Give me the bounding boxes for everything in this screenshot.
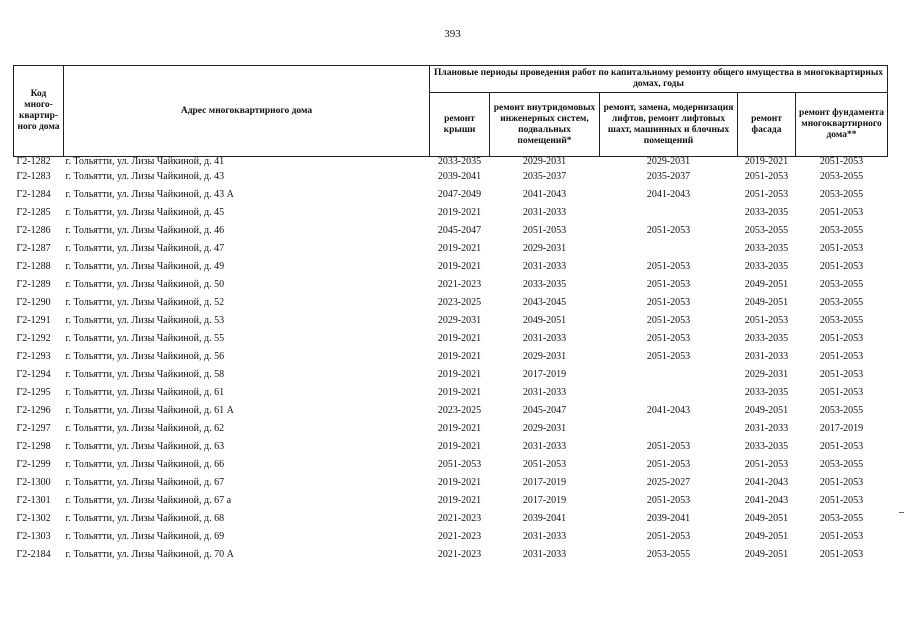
table-body	[14, 157, 888, 565]
table-row	[14, 492, 888, 510]
cell-roof: 2019-2021	[437, 351, 482, 362]
cell-foundation: 2051-2053	[819, 333, 864, 344]
cell-roof: 2033-2035	[437, 156, 482, 167]
table-row	[14, 258, 888, 276]
table-row	[14, 420, 888, 438]
cell-code: Г2-1290	[16, 297, 51, 308]
table-row	[14, 438, 888, 456]
cell-facade: 2049-2051	[744, 513, 789, 524]
cell-facade: 2033-2035	[744, 207, 789, 218]
cell-address: г. Тольятти, ул. Лизы Чайкиной, д. 55	[65, 333, 225, 344]
scan-mark	[899, 512, 904, 513]
cell-elevators: 2051-2053	[646, 351, 691, 362]
cell-foundation: 2051-2053	[819, 387, 864, 398]
cell-roof: 2021-2023	[437, 513, 482, 524]
cell-foundation: 2051-2053	[819, 156, 864, 167]
cell-address: г. Тольятти, ул. Лизы Чайкиной, д. 47	[65, 243, 225, 254]
cell-engineering: 2035-2037	[522, 171, 567, 182]
cell-facade: 2019-2021	[744, 156, 789, 167]
cell-roof: 2019-2021	[437, 207, 482, 218]
table-row	[14, 384, 888, 402]
table-row	[14, 528, 888, 546]
cell-facade: 2033-2035	[744, 261, 789, 272]
cell-engineering: 2041-2043	[522, 189, 567, 200]
cell-facade: 2049-2051	[744, 405, 789, 416]
cell-code: Г2-1295	[16, 387, 51, 398]
cell-facade: 2029-2031	[744, 369, 789, 380]
cell-engineering: 2045-2047	[522, 405, 567, 416]
cell-address: г. Тольятти, ул. Лизы Чайкиной, д. 61 А	[65, 405, 234, 416]
cell-facade: 2031-2033	[744, 351, 789, 362]
cell-facade: 2049-2051	[744, 549, 789, 560]
cell-code: Г2-1289	[16, 279, 51, 290]
cell-address: г. Тольятти, ул. Лизы Чайкиной, д. 56	[65, 351, 225, 362]
cell-foundation: 2051-2053	[819, 243, 864, 254]
table-row	[14, 204, 888, 222]
cell-code: Г2-1291	[16, 315, 51, 326]
cell-roof: 2019-2021	[437, 387, 482, 398]
cell-address: г. Тольятти, ул. Лизы Чайкиной, д. 69	[65, 531, 225, 542]
cell-facade: 2051-2053	[744, 315, 789, 326]
cell-address: г. Тольятти, ул. Лизы Чайкиной, д. 70 А	[65, 549, 234, 560]
cell-foundation: 2051-2053	[819, 369, 864, 380]
cell-address: г. Тольятти, ул. Лизы Чайкиной, д. 61	[65, 387, 225, 398]
cell-roof: 2019-2021	[437, 243, 482, 254]
cell-foundation: 2051-2053	[819, 261, 864, 272]
cell-facade: 2049-2051	[744, 297, 789, 308]
cell-engineering: 2043-2045	[522, 297, 567, 308]
table-row	[14, 456, 888, 474]
cell-elevators: 2051-2053	[646, 459, 691, 470]
cell-foundation: 2051-2053	[819, 207, 864, 218]
cell-elevators: 2051-2053	[646, 297, 691, 308]
cell-elevators: 2041-2043	[646, 189, 691, 200]
cell-roof: 2023-2025	[437, 297, 482, 308]
cell-elevators: 2029-2031	[646, 156, 691, 167]
cell-facade: 2051-2053	[744, 189, 789, 200]
cell-engineering: 2039-2041	[522, 513, 567, 524]
cell-elevators	[600, 420, 738, 438]
cell-engineering: 2031-2033	[522, 333, 567, 344]
table-row	[14, 510, 888, 528]
cell-foundation: 2053-2055	[819, 225, 864, 236]
cell-engineering: 2051-2053	[522, 459, 567, 470]
cell-facade: 2051-2053	[744, 459, 789, 470]
cell-address: г. Тольятти, ул. Лизы Чайкиной, д. 46	[65, 225, 225, 236]
cell-code: Г2-2184	[16, 549, 51, 560]
cell-roof: 2019-2021	[437, 333, 482, 344]
cell-code: Г2-1288	[16, 261, 51, 272]
cell-engineering: 2031-2033	[522, 441, 567, 452]
cell-address: г. Тольятти, ул. Лизы Чайкиной, д. 43	[65, 171, 225, 182]
cell-address: г. Тольятти, ул. Лизы Чайкиной, д. 62	[65, 423, 225, 434]
cell-code: Г2-1301	[16, 495, 51, 506]
cell-elevators	[600, 384, 738, 402]
header-foundation: ремонт фундамента многоквартирного дома**	[796, 93, 888, 157]
table-row	[14, 546, 888, 564]
cell-facade: 2049-2051	[744, 279, 789, 290]
cell-roof: 2019-2021	[437, 495, 482, 506]
table-row	[14, 312, 888, 330]
cell-foundation: 2053-2055	[819, 297, 864, 308]
cell-facade: 2049-2051	[744, 531, 789, 542]
cell-roof: 2019-2021	[437, 261, 482, 272]
cell-code: Г2-1286	[16, 225, 51, 236]
cell-code: Г2-1302	[16, 513, 51, 524]
cell-roof: 2051-2053	[437, 459, 482, 470]
cell-code: Г2-1297	[16, 423, 51, 434]
cell-code: Г2-1284	[16, 189, 51, 200]
cell-foundation: 2053-2055	[819, 405, 864, 416]
cell-engineering: 2049-2051	[522, 315, 567, 326]
header-planned-periods: Плановые периоды проведения работ по капитальному ремонту общего имущества в многоквартирных домах, годы	[430, 66, 888, 93]
cell-address: г. Тольятти, ул. Лизы Чайкиной, д. 49	[65, 261, 225, 272]
cell-engineering: 2051-2053	[522, 225, 567, 236]
cell-foundation: 2051-2053	[819, 495, 864, 506]
cell-elevators	[600, 204, 738, 222]
cell-code: Г2-1296	[16, 405, 51, 416]
cell-code: Г2-1285	[16, 207, 51, 218]
cell-elevators: 2051-2053	[646, 495, 691, 506]
cell-address: г. Тольятти, ул. Лизы Чайкиной, д. 68	[65, 513, 225, 524]
cell-elevators	[600, 240, 738, 258]
cell-facade: 2033-2035	[744, 387, 789, 398]
table-row	[14, 330, 888, 348]
cell-roof: 2047-2049	[437, 189, 482, 200]
cell-code: Г2-1294	[16, 369, 51, 380]
cell-address: г. Тольятти, ул. Лизы Чайкиной, д. 41	[65, 156, 225, 167]
cell-foundation: 2053-2055	[819, 513, 864, 524]
cell-address: г. Тольятти, ул. Лизы Чайкиной, д. 66	[65, 459, 225, 470]
cell-code: Г2-1282	[16, 156, 51, 167]
cell-roof: 2019-2021	[437, 441, 482, 452]
table-header	[14, 66, 888, 157]
cell-roof: 2029-2031	[437, 315, 482, 326]
header-roof: ремонт крыши	[430, 93, 490, 157]
table-row	[14, 157, 888, 169]
cell-roof: 2021-2023	[437, 531, 482, 542]
cell-facade: 2033-2035	[744, 441, 789, 452]
cell-foundation: 2053-2055	[819, 279, 864, 290]
cell-roof: 2019-2021	[437, 477, 482, 488]
cell-code: Г2-1292	[16, 333, 51, 344]
cell-foundation: 2053-2055	[819, 171, 864, 182]
cell-facade: 2033-2035	[744, 243, 789, 254]
cell-engineering: 2029-2031	[522, 156, 567, 167]
table-row	[14, 294, 888, 312]
cell-elevators: 2051-2053	[646, 315, 691, 326]
cell-engineering: 2029-2031	[522, 423, 567, 434]
cell-engineering: 2031-2033	[522, 261, 567, 272]
cell-roof: 2019-2021	[437, 423, 482, 434]
cell-engineering: 2031-2033	[522, 531, 567, 542]
cell-engineering: 2017-2019	[522, 495, 567, 506]
cell-address: г. Тольятти, ул. Лизы Чайкиной, д. 52	[65, 297, 225, 308]
cell-address: г. Тольятти, ул. Лизы Чайкиной, д. 58	[65, 369, 225, 380]
table-row	[14, 348, 888, 366]
cell-foundation: 2051-2053	[819, 351, 864, 362]
cell-engineering: 2031-2033	[522, 207, 567, 218]
table-row	[14, 186, 888, 204]
cell-code: Г2-1283	[16, 171, 51, 182]
cell-facade: 2033-2035	[744, 333, 789, 344]
table-row	[14, 168, 888, 186]
cell-address: г. Тольятти, ул. Лизы Чайкиной, д. 43 А	[65, 189, 234, 200]
table-row	[14, 240, 888, 258]
cell-elevators: 2051-2053	[646, 441, 691, 452]
cell-roof: 2019-2021	[437, 369, 482, 380]
header-address: Адрес многоквартирного дома	[64, 66, 430, 157]
cell-foundation: 2051-2053	[819, 441, 864, 452]
header-elevators: ремонт, замена, модернизация лифтов, ремонт лифтовых шахт, машинных и блочных помещений	[600, 93, 738, 157]
cell-address: г. Тольятти, ул. Лизы Чайкиной, д. 67	[65, 477, 225, 488]
cell-elevators: 2051-2053	[646, 261, 691, 272]
cell-engineering: 2029-2031	[522, 243, 567, 254]
table-row	[14, 366, 888, 384]
capital-repair-table	[13, 65, 888, 564]
cell-address: г. Тольятти, ул. Лизы Чайкиной, д. 63	[65, 441, 225, 452]
table-row	[14, 402, 888, 420]
cell-code: Г2-1287	[16, 243, 51, 254]
cell-code: Г2-1298	[16, 441, 51, 452]
cell-engineering: 2033-2035	[522, 279, 567, 290]
cell-code: Г2-1293	[16, 351, 51, 362]
cell-elevators: 2039-2041	[646, 513, 691, 524]
cell-roof: 2021-2023	[437, 549, 482, 560]
page-number: 393	[444, 28, 461, 40]
cell-facade: 2051-2053	[744, 171, 789, 182]
cell-elevators	[600, 366, 738, 384]
cell-facade: 2031-2033	[744, 423, 789, 434]
table-row	[14, 474, 888, 492]
cell-foundation: 2051-2053	[819, 549, 864, 560]
cell-elevators: 2035-2037	[646, 171, 691, 182]
cell-elevators: 2025-2027	[646, 477, 691, 488]
cell-foundation: 2051-2053	[819, 477, 864, 488]
cell-roof: 2023-2025	[437, 405, 482, 416]
table-row	[14, 222, 888, 240]
cell-address: г. Тольятти, ул. Лизы Чайкиной, д. 53	[65, 315, 225, 326]
cell-roof: 2045-2047	[437, 225, 482, 236]
cell-facade: 2041-2043	[744, 495, 789, 506]
cell-roof: 2021-2023	[437, 279, 482, 290]
cell-foundation: 2053-2055	[819, 315, 864, 326]
cell-address: г. Тольятти, ул. Лизы Чайкиной, д. 67 а	[65, 495, 232, 506]
cell-engineering: 2031-2033	[522, 549, 567, 560]
cell-elevators: 2051-2053	[646, 225, 691, 236]
cell-address: г. Тольятти, ул. Лизы Чайкиной, д. 45	[65, 207, 225, 218]
cell-code: Г2-1303	[16, 531, 51, 542]
cell-foundation: 2053-2055	[819, 189, 864, 200]
cell-code: Г2-1300	[16, 477, 51, 488]
cell-code: Г2-1299	[16, 459, 51, 470]
cell-engineering: 2029-2031	[522, 351, 567, 362]
header-code: Код много-квартир-ного дома	[14, 66, 64, 157]
cell-address: г. Тольятти, ул. Лизы Чайкиной, д. 50	[65, 279, 225, 290]
table-row	[14, 276, 888, 294]
cell-foundation: 2053-2055	[819, 459, 864, 470]
cell-engineering: 2031-2033	[522, 387, 567, 398]
cell-elevators: 2053-2055	[646, 549, 691, 560]
cell-engineering: 2017-2019	[522, 477, 567, 488]
cell-elevators: 2041-2043	[646, 405, 691, 416]
cell-facade: 2053-2055	[744, 225, 789, 236]
header-facade: ремонт фасада	[738, 93, 796, 157]
cell-elevators: 2051-2053	[646, 531, 691, 542]
cell-roof: 2039-2041	[437, 171, 482, 182]
cell-elevators: 2051-2053	[646, 279, 691, 290]
cell-foundation: 2017-2019	[819, 423, 864, 434]
cell-elevators: 2051-2053	[646, 333, 691, 344]
header-engineering: ремонт внутридомовых инженерных систем, подвальных помещений*	[490, 93, 600, 157]
cell-engineering: 2017-2019	[522, 369, 567, 380]
cell-facade: 2041-2043	[744, 477, 789, 488]
cell-foundation: 2051-2053	[819, 531, 864, 542]
